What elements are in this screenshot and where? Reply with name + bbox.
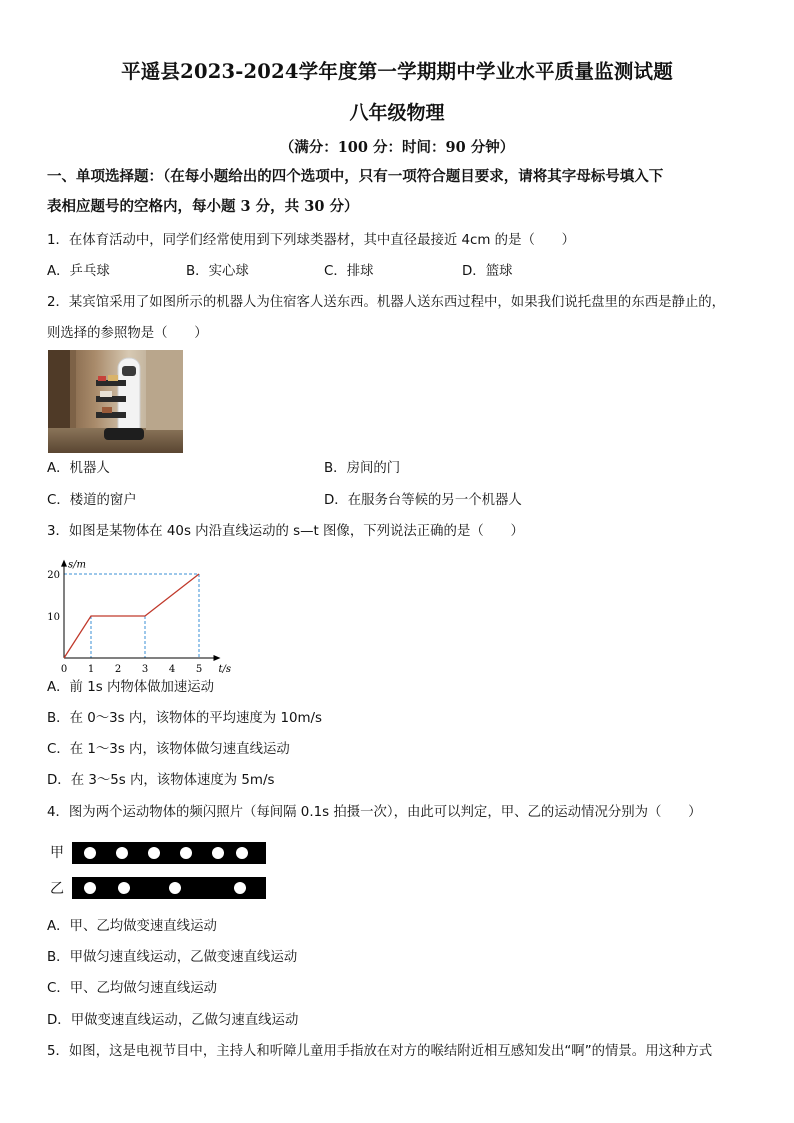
strobe-dot xyxy=(84,847,96,859)
x-tick-label: 3 xyxy=(141,664,149,674)
y-axis-arrow xyxy=(61,560,67,567)
q3-option-c[interactable]: C．在 1～3s 内，该物体做匀速直线运动 xyxy=(47,742,290,757)
strobe-dot xyxy=(212,847,224,859)
q1-option-b[interactable]: B．实心球 xyxy=(186,264,249,279)
q2-option-d[interactable]: D．在服务台等候的另一个机器人 xyxy=(324,493,522,508)
x-tick-label: 1 xyxy=(87,664,95,674)
series-line xyxy=(64,574,199,658)
exam-meta: （满分：100 分：时间：90 分钟） xyxy=(279,139,515,156)
strobe-strip-jia xyxy=(72,842,266,864)
strip-label-yi: 乙 xyxy=(50,881,64,897)
y-axis-label: s/m xyxy=(68,559,86,571)
strobe-dot xyxy=(169,882,181,894)
q4-option-a[interactable]: A．甲、乙均做变速直线运动 xyxy=(47,919,217,934)
section-heading-line2: 表相应题号的空格内，每小题 3 分，共 30 分） xyxy=(47,198,359,215)
x-axis-label: t/s xyxy=(218,664,232,674)
s-t-graph xyxy=(40,548,240,674)
q1-stem: 1．在体育活动中，同学们经常使用到下列球类器材，其中直径最接近 4cm 的是（ ） xyxy=(47,233,576,248)
q4-option-b[interactable]: B．甲做匀速直线运动，乙做变速直线运动 xyxy=(47,950,298,965)
q3-option-d[interactable]: D．在 3～5s 内，该物体速度为 5m/s xyxy=(47,773,275,788)
exam-subtitle: 八年级物理 xyxy=(349,102,445,124)
q2-option-a[interactable]: A．机器人 xyxy=(47,461,110,476)
q4-option-c[interactable]: C．甲、乙均做匀速直线运动 xyxy=(47,981,218,996)
q1-option-c[interactable]: C．排球 xyxy=(324,264,374,279)
y-tick-label: 20 xyxy=(47,570,60,581)
q1-option-a[interactable]: A．乒乓球 xyxy=(47,264,110,279)
x-tick-label: 2 xyxy=(114,664,122,674)
strobe-dot xyxy=(148,847,160,859)
q2-stem-line1: 2．某宾馆采用了如图所示的机器人为住宿客人送东西。机器人送东西过程中，如果我们说托盘里的东西是静止的， xyxy=(47,295,726,310)
strip-label-jia: 甲 xyxy=(50,845,64,861)
strobe-strip-yi xyxy=(72,877,266,899)
x-tick-label: 0 xyxy=(60,664,68,674)
strobe-dot xyxy=(84,882,96,894)
section-heading-line1: 一、单项选择题：（在每小题给出的四个选项中，只有一项符合题目要求，请将其字母标号填入下 xyxy=(47,168,664,185)
strobe-dot xyxy=(116,847,128,859)
section-heading xyxy=(47,162,752,222)
q2-option-c[interactable]: C．楼道的窗户 xyxy=(47,493,137,508)
q3-option-b[interactable]: B．在 0～3s 内，该物体的平均速度为 10m/s xyxy=(47,711,323,726)
strobe-dot xyxy=(180,847,192,859)
strobe-dot xyxy=(234,882,246,894)
q2-stem-line2: 则选择的参照物是（ ） xyxy=(47,326,208,341)
strobe-dot xyxy=(236,847,248,859)
x-axis-arrow xyxy=(214,655,221,661)
y-tick-label: 10 xyxy=(47,612,60,623)
x-tick-label: 4 xyxy=(168,664,176,674)
q1-option-d[interactable]: D．篮球 xyxy=(462,264,513,279)
q5-stem: 5．如图，这是电视节目中，主持人和听障儿童用手指放在对方的喉结附近相互感知发出“啊”的情景。用这种方式 xyxy=(47,1044,713,1059)
q3-stem: 3．如图是某物体在 40s 内沿直线运动的 s—t 图像，下列说法正确的是（ ） xyxy=(47,524,524,539)
q4-option-d[interactable]: D．甲做变速直线运动，乙做匀速直线运动 xyxy=(47,1013,299,1028)
q2-option-b[interactable]: B．房间的门 xyxy=(324,461,401,476)
x-tick-label: 5 xyxy=(195,664,203,674)
robot-photo xyxy=(48,350,183,453)
strobe-dot xyxy=(118,882,130,894)
q3-option-a[interactable]: A．前 1s 内物体做加速运动 xyxy=(47,680,215,695)
exam-title: 平遥县2023-2024学年度第一学期期中学业水平质量监测试题 xyxy=(121,60,673,83)
q4-stem: 4．图为两个运动物体的频闪照片（每间隔 0.1s 拍摄一次），由此可以判定，甲、乙的运动情况分别为（ ） xyxy=(47,805,702,820)
